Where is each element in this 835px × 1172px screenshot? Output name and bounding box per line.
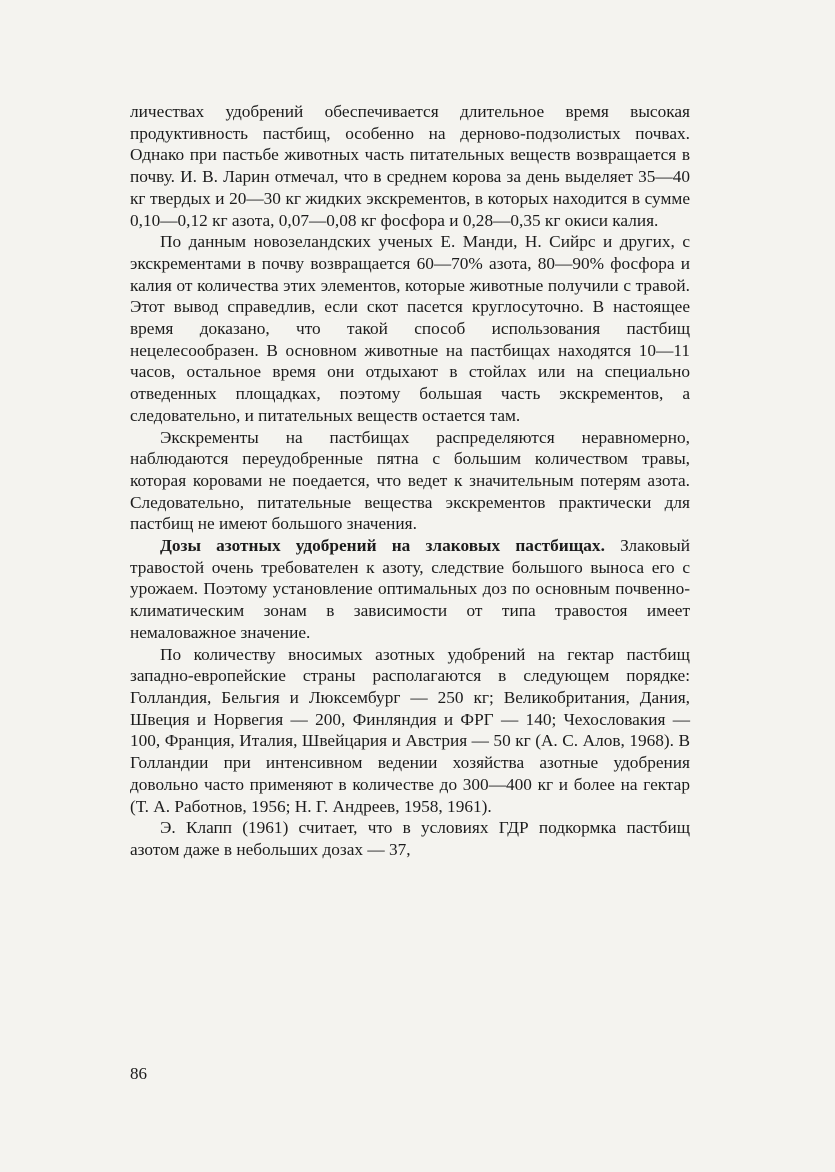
book-page-body: [130, 101, 690, 861]
section-heading: Дозы азотных удобрений на злаковых пастбищах.: [160, 536, 605, 556]
paragraph-excrement-distribution: Экскременты на пастбищах распределяются неравномерно, наблюдаются переудобренные пятна с большим количеством травы, которая коровами не поедается, что ведет к значительным потерям азота. Следовательно, питательные вещества экскрементов практически для пастбищ не имеют большого значения.: [130, 427, 690, 534]
page-number: 86: [130, 1064, 147, 1083]
paragraph-continued: личествах удобрений обеспечивается длительное время высокая продуктивность пастбищ, особенно на дерново-подзолистых почвах. Однако при пастьбе животных часть питательных веществ возвращается в почву. И. В. Ларин отмечал, что в среднем корова за день выделяет 35—40 кг твердых и 20—30 кг жидких экскрементов, в которых находится в сумме 0,10—0,12 кг азота, 0,07—0,08 кг фосфора и 0,28—0,35 кг окиси калия.: [130, 102, 690, 230]
paragraph-klapp: Э. Клапп (1961) считает, что в условиях ГДР подкормка пастбищ азотом даже в небольших дозах — 37,: [130, 818, 690, 859]
paragraph-european-countries: По количеству вносимых азотных удобрений на гектар пастбищ западно-европейские страны располагаются в следующем порядке: Голландия, Бельгия и Люксембург — 250 кг; Великобритания, Дания, Швеция и Норвегия — 200, Финляндия и ФРГ — 140; Чехословакия — 100, Франция, Италия, Швейцария и Австрия — 50 кг (А. С. Алов, 1968). В Голландии при интенсивном ведении хозяйства азотные удобрения довольно часто применяют в количестве до 300—400 кг и более на гектар (Т. А. Работнов, 1956; Н. Г. Андреев, 1958, 1961).: [130, 644, 690, 816]
section-heading-body: Злаковый травостой очень требователен к азоту, следствие большого выноса его с урожаем. Поэтому установление оптимальных доз по основным почвенно-климатическим зонам в зависимости от типа травостоя имеет немаловажное значение.: [130, 536, 690, 642]
paragraph-nitrogen-doses: [130, 535, 690, 644]
paragraph-new-zealand-data: По данным новозеландских ученых Е. Манди, Н. Сийрс и других, с экскрементами в почву возвращается 60—70% азота, 80—90% фосфора и калия от количества этих элементов, которые животные получили с травой. Этот вывод справедлив, если скот пасется круглосуточно. В настоящее время доказано, что такой способ использования пастбищ нецелесообразен. В основном животные на пастбищах находятся 10—11 часов, остальное время они отдыхают в стойлах или на специально отведенных площадках, поэтому большая часть экскрементов, а следовательно, и питательных веществ остается там.: [130, 232, 690, 425]
